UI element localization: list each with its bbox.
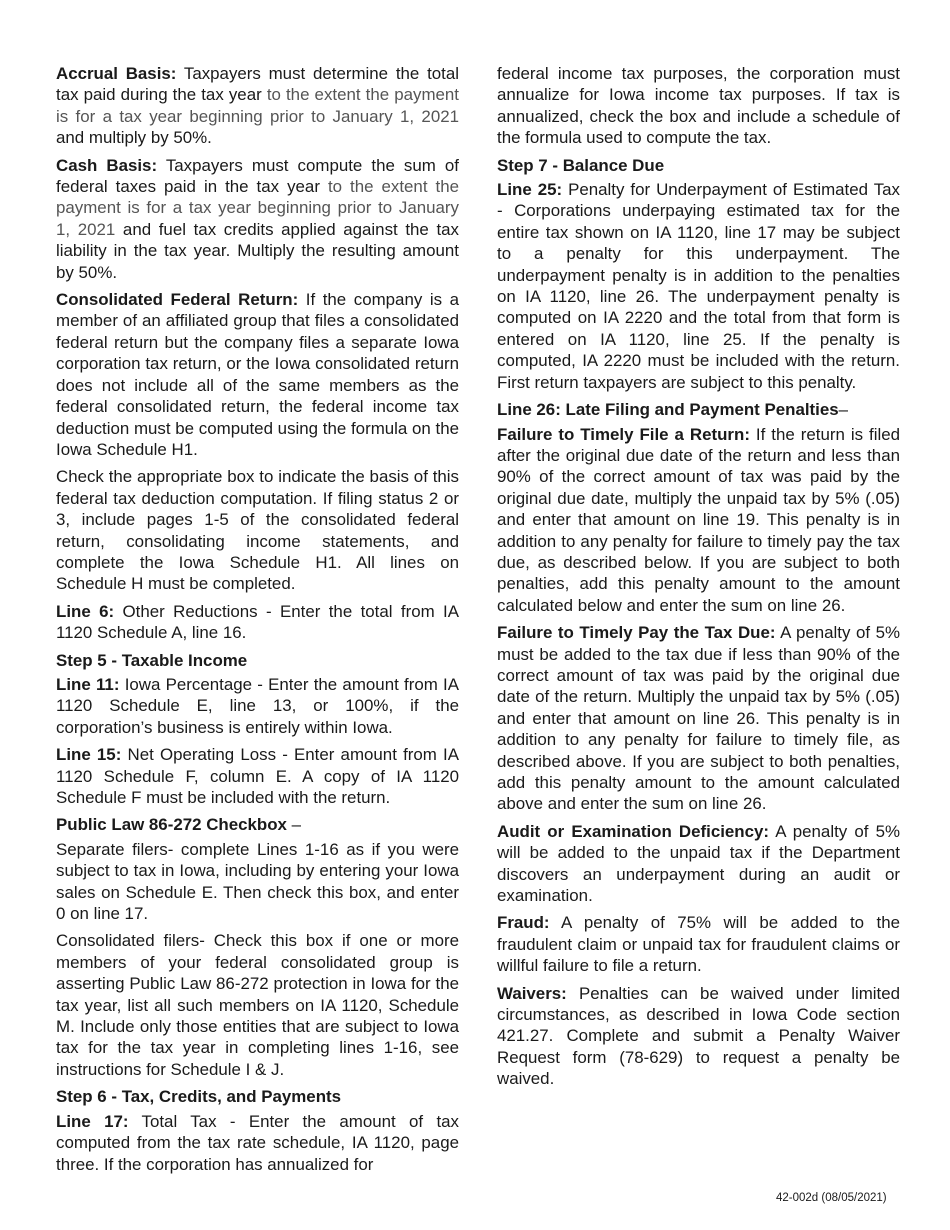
- line-26-heading: Line 26: Late Filing and Payment Penalties–: [497, 400, 849, 420]
- fraud-heading: Fraud:: [497, 913, 550, 933]
- failure-to-file-paragraph: Failure to Timely File a Return: If the return is filed after the original due date of the return and less than 90% of the correct amount of tax was paid by the original due date, multiply the unpaid tax by 5% (.05) and enter that amount on line 19. This penalty is in addition to any penalty for failure to timely pay the tax due, as described below. If you are subject to both penalties, add this penalty amount to the amount calculated below and enter the sum on line 26.: [497, 424, 901, 615]
- step-7-heading: Step 7 - Balance Due: [497, 155, 665, 175]
- line-17-paragraph: Line 17: Total Tax - Enter the amount of tax computed from the tax rate schedule, IA 1120, page three. If the corporation has annualized for: [56, 1111, 460, 1174]
- right-column: [497, 63, 900, 1096]
- cash-basis-heading: Cash Basis:: [56, 155, 158, 175]
- audit-deficiency-heading: Audit or Examination Deficiency:: [497, 821, 770, 841]
- line-6-heading: Line 6:: [56, 601, 115, 621]
- accrual-basis-heading: Accrual Basis:: [56, 64, 177, 83]
- line-11-heading: Line 11:: [56, 674, 120, 694]
- consolidated-federal-return-heading: Consolidated Federal Return:: [56, 290, 299, 310]
- step-6-heading: Step 6 - Tax, Credits, and Payments: [56, 1087, 342, 1107]
- continued-paragraph: federal income tax purposes, the corporation must annualize for Iowa income tax purposes. If tax is annualized, check the box and include a schedule of the formula used to compute the tax.: [497, 64, 900, 148]
- failure-to-pay-paragraph: Failure to Timely Pay the Tax Due: A penalty of 5% must be added to the tax due if less than 90% of the correct amount of tax was paid by the original due date of the return. Multiply the unpaid tax by 5% (.05) and enter that amount on line 26. This penalty is in addition to any penalty for failure to timely file, as described above. If you are subject to both penalties, add this penalty amount to the amount calculated above and enter the sum on line 26.: [497, 623, 900, 814]
- failure-to-file-heading: Failure to Timely File a Return:: [497, 424, 750, 444]
- waivers-heading: Waivers:: [497, 983, 567, 1003]
- cash-basis-paragraph: Cash Basis: Taxpayers must compute the sum of federal taxes paid in the tax year to the extent the payment is for a tax year beginning prior to January 1, 2021 and fuel tax credits applied against the tax liability in the tax year. Multiply the resulting amount by 50%.: [56, 155, 459, 282]
- line-6-paragraph: Line 6: Other Reductions - Enter the total from IA 1120 Schedule A, line 16.: [56, 601, 459, 643]
- check-basis-paragraph: Check the appropriate box to indicate the basis of this federal tax deduction computation. If filing status 2 or 3, include pages 1-5 of the consolidated federal return, consolidating income statements, and complete the Iowa Schedule H1. All lines on Schedule H must be completed.: [56, 467, 459, 594]
- fraud-paragraph: Fraud: A penalty of 75% will be added to the fraudulent claim or unpaid tax for fraudulent claims or willful failure to file a return.: [497, 913, 900, 976]
- line-25-paragraph: Line 25: Penalty for Underpayment of Estimated Tax - Corporations underpaying estimated tax for the entire tax shown on IA 1120, line 17 may be subject to a penalty for this underpayment. The underpayment penalty is in addition to the penalties on IA 1120, line 26. The underpayment penalty is computed on IA 2220 and the total from that form is entered on IA 1120, line 25. If the penalty is computed, IA 2220 must be included with the return. First return taxpayers are subject to this penalty.: [497, 180, 900, 392]
- waivers-paragraph: Waivers: Penalties can be waived under limited circumstances, as described in Iowa Code section 421.27. Complete and submit a Penalty Waiver Request form (78-629) to request a penalty be waived.: [497, 983, 900, 1089]
- consolidated-federal-return-paragraph: Consolidated Federal Return: If the company is a member of an affiliated group that files a consolidated federal return but the company files a separate Iowa corporation tax return, or the Iowa consolidated return does not include all of the same members as the federal consolidated return, the federal income tax deduction must be computed using the formula on the Iowa Schedule H1.: [56, 290, 459, 459]
- form-id-footer: 42-002d (08/05/2021): [776, 1192, 887, 1204]
- step-5-heading: Step 5 - Taxable Income: [56, 650, 248, 670]
- accrual-basis-paragraph: Accrual Basis: Taxpayers must determine the total tax paid during the tax year to the extent the payment is for a tax year beginning prior to January 1, 2021 and multiply by 50%.: [56, 64, 459, 148]
- left-column: [56, 63, 459, 1181]
- line-11-paragraph: Line 11: Iowa Percentage - Enter the amount from IA 1120 Schedule E, line 13, or 100%, if the corporation’s business is entirely within Iowa.: [56, 674, 459, 737]
- public-law-heading: Public Law 86-272 Checkbox –: [56, 815, 302, 835]
- audit-deficiency-paragraph: Audit or Examination Deficiency: A penalty of 5% will be added to the unpaid tax if the Department discovers an underpayment during an audit or examination.: [497, 821, 901, 906]
- separate-filers-paragraph: Separate filers- complete Lines 1-16 as if you were subject to tax in Iowa, including by entering your Iowa sales on Schedule E. Then check this box, and enter 0 on line 17.: [56, 839, 459, 924]
- line-15-heading: Line 15:: [56, 745, 122, 765]
- line-17-heading: Line 17:: [56, 1111, 129, 1131]
- failure-to-pay-heading: Failure to Timely Pay the Tax Due:: [497, 623, 776, 643]
- line-15-paragraph: Line 15: Net Operating Loss - Enter amount from IA 1120 Schedule F, column E. A copy of IA 1120 Schedule F must be included with the return.: [56, 745, 459, 807]
- consolidated-filers-paragraph: Consolidated filers- Check this box if one or more members of your federal consolidated group is asserting Public Law 86-272 protection in Iowa for the tax year, list all such members on IA 1120, Schedule M. Include only those entities that are subject to Iowa tax for the tax year in completing lines 1-16, see instructions for Schedule I & J.: [56, 931, 459, 1079]
- line-25-heading: Line 25:: [497, 180, 563, 200]
